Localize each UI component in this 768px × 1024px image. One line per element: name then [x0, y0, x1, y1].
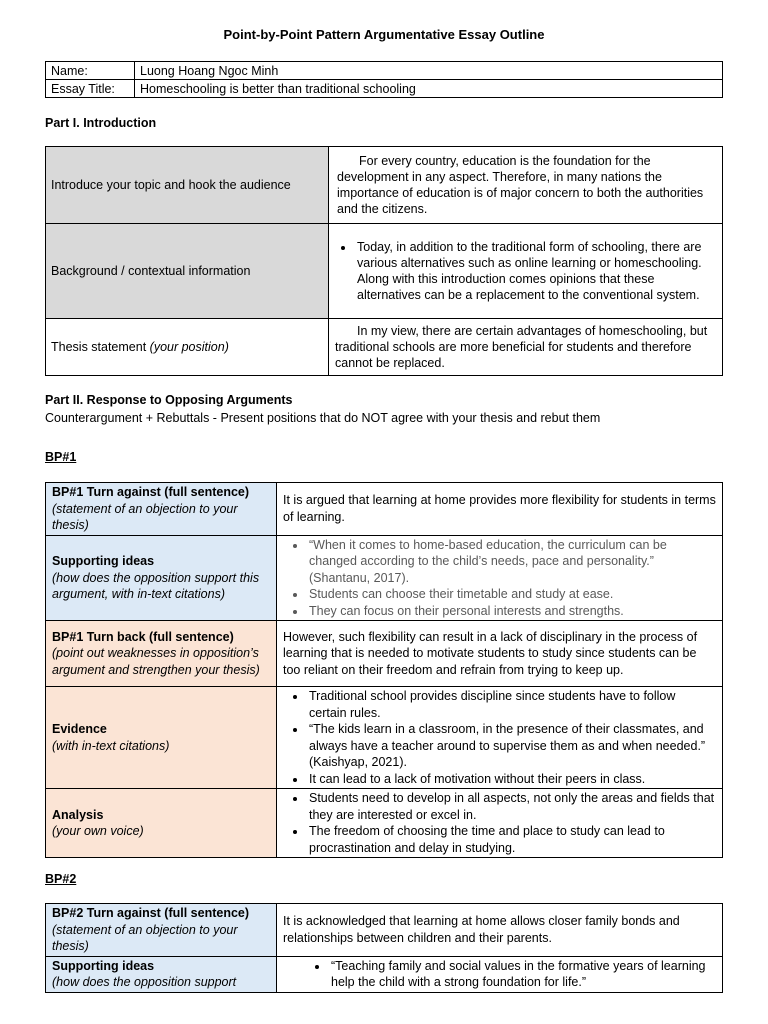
- part2-subheading: Counterargument + Rebuttals - Present positions that do NOT agree with your thesis and rebut them: [45, 411, 601, 425]
- bp1-turn-against-label-cell: [46, 483, 277, 536]
- intro-table: [45, 146, 723, 376]
- hook-text: For every country, education is the foundation for the development in any aspect. Therefore, in many nations the importance of education is of major concern to both the authorities and the citizens.: [329, 147, 723, 224]
- bp1-turn-back-label: BP#1 Turn back (full sentence): [52, 629, 234, 644]
- name-label: Name:: [46, 62, 135, 80]
- bp2-table: [45, 903, 723, 993]
- bp1-supporting-cell: [277, 535, 723, 621]
- background-label: Background / contextual information: [46, 224, 329, 319]
- bp1-turn-back-desc: (point out weaknesses in opposition’s argument and strengthen your thesis): [52, 646, 260, 677]
- bp1-analysis-label: Analysis: [52, 807, 104, 822]
- bp1-evidence-label-cell: [46, 687, 277, 789]
- essay-title-label: Essay Title:: [46, 80, 135, 98]
- bp1-analysis-item: • Students need to develop in all aspects, not only the areas and fields that they are interested or excel in.: [307, 790, 716, 823]
- bp2-turn-against-desc: (statement of an objection to your thesis): [52, 922, 238, 953]
- bp1-supporting-item: • They can focus on their personal interests and strengths.: [307, 603, 716, 620]
- bp1-supporting-label: Supporting ideas: [52, 554, 155, 568]
- bp1-evidence-item: • Traditional school provides discipline since students have to follow certain rules.: [307, 688, 716, 721]
- bp1-turn-against-text: It is argued that learning at home provides more flexibility for students in terms of learning.: [277, 483, 723, 536]
- bp1-analysis-cell: [277, 789, 723, 858]
- bp2-supporting-item: • “Teaching family and social values in the formative years of learning help the child with a strong foundation for life.”: [329, 958, 716, 991]
- thesis-text: In my view, there are certain advantages of homeschooling, but traditional schools are more beneficial for students and therefore cannot be replaced.: [329, 319, 723, 376]
- bp1-supporting-item: • “When it comes to home-based education, the curriculum can be changed according to the child’s needs, pace and personality.” (Shantanu, 2017).: [307, 537, 716, 587]
- bp1-turn-against-desc: (statement of an objection to your thesis): [52, 501, 238, 532]
- essay-title-value: Homeschooling is better than traditional schooling: [135, 80, 723, 98]
- bp1-turn-against-label: BP#1 Turn against (full sentence): [52, 485, 250, 499]
- bp1-heading-text: BP#1: [45, 450, 77, 464]
- bp2-supporting-label: Supporting ideas: [52, 958, 155, 973]
- bp1-evidence-label: Evidence: [52, 722, 107, 736]
- thesis-label-cell: [46, 319, 329, 376]
- background-text: • Today, in addition to the traditional form of schooling, there are various alternatives such as online learning or homeschooling. Along with this introduction comes opinions that these alternatives can be a replacement to the conventional system.: [355, 239, 717, 303]
- bp1-table: [45, 482, 723, 858]
- info-table: [45, 61, 723, 98]
- bp1-evidence-cell: [277, 687, 723, 789]
- bp2-supporting-desc: (how does the opposition support: [52, 975, 237, 989]
- bp2-turn-against-text: It is acknowledged that learning at home allows closer family bonds and relationships between children and their parents.: [277, 904, 723, 957]
- bp2-turn-against-label-cell: [46, 904, 277, 957]
- thesis-label-italic: (your position): [149, 340, 229, 354]
- hook-label: Introduce your topic and hook the audience: [46, 147, 329, 224]
- bp1-heading: [45, 450, 76, 464]
- bp1-evidence-item: • It can lead to a lack of motivation without their peers in class.: [307, 771, 716, 788]
- document-title: Point-by-Point Pattern Argumentative Essay Outline: [223, 27, 545, 42]
- bp1-evidence-item: • “The kids learn in a classroom, in the presence of their classmates, and always have a teacher around to supervise them as and when needed.” (Kaishyap, 2021).: [307, 721, 716, 771]
- part1-heading: Part I. Introduction: [45, 116, 157, 130]
- part2-heading: Part II. Response to Opposing Arguments: [45, 393, 293, 407]
- bp2-supporting-cell: [277, 956, 723, 992]
- bp1-analysis-desc: (your own voice): [52, 824, 144, 838]
- bp2-supporting-label-cell: [46, 956, 277, 992]
- bp1-turn-back-text: However, such flexibility can result in a lack of disciplinary in the process of learning that is needed to motivate students to study since students can be too reliant on their freedom and refrain from trying to keep up.: [277, 621, 723, 687]
- thesis-label: Thesis statement: [51, 340, 150, 354]
- bp1-supporting-label-cell: [46, 535, 277, 621]
- bp1-analysis-item: • The freedom of choosing the time and place to study can lead to procrastination and delay in studying.: [307, 823, 716, 856]
- bp1-turn-back-label-cell: [46, 621, 277, 687]
- background-cell: [329, 224, 723, 319]
- bp2-heading: [45, 872, 76, 886]
- name-value: Luong Hoang Ngoc Minh: [135, 62, 723, 80]
- bp2-turn-against-label: BP#2 Turn against (full sentence): [52, 906, 250, 920]
- bp1-supporting-desc: (how does the opposition support this argument, with in-text citations): [52, 570, 260, 601]
- bp1-analysis-label-cell: [46, 789, 277, 858]
- bp1-evidence-desc: (with in-text citations): [52, 738, 170, 753]
- bp1-supporting-item: • Students can choose their timetable and study at ease.: [307, 586, 716, 603]
- bp2-heading-text: BP#2: [45, 872, 77, 886]
